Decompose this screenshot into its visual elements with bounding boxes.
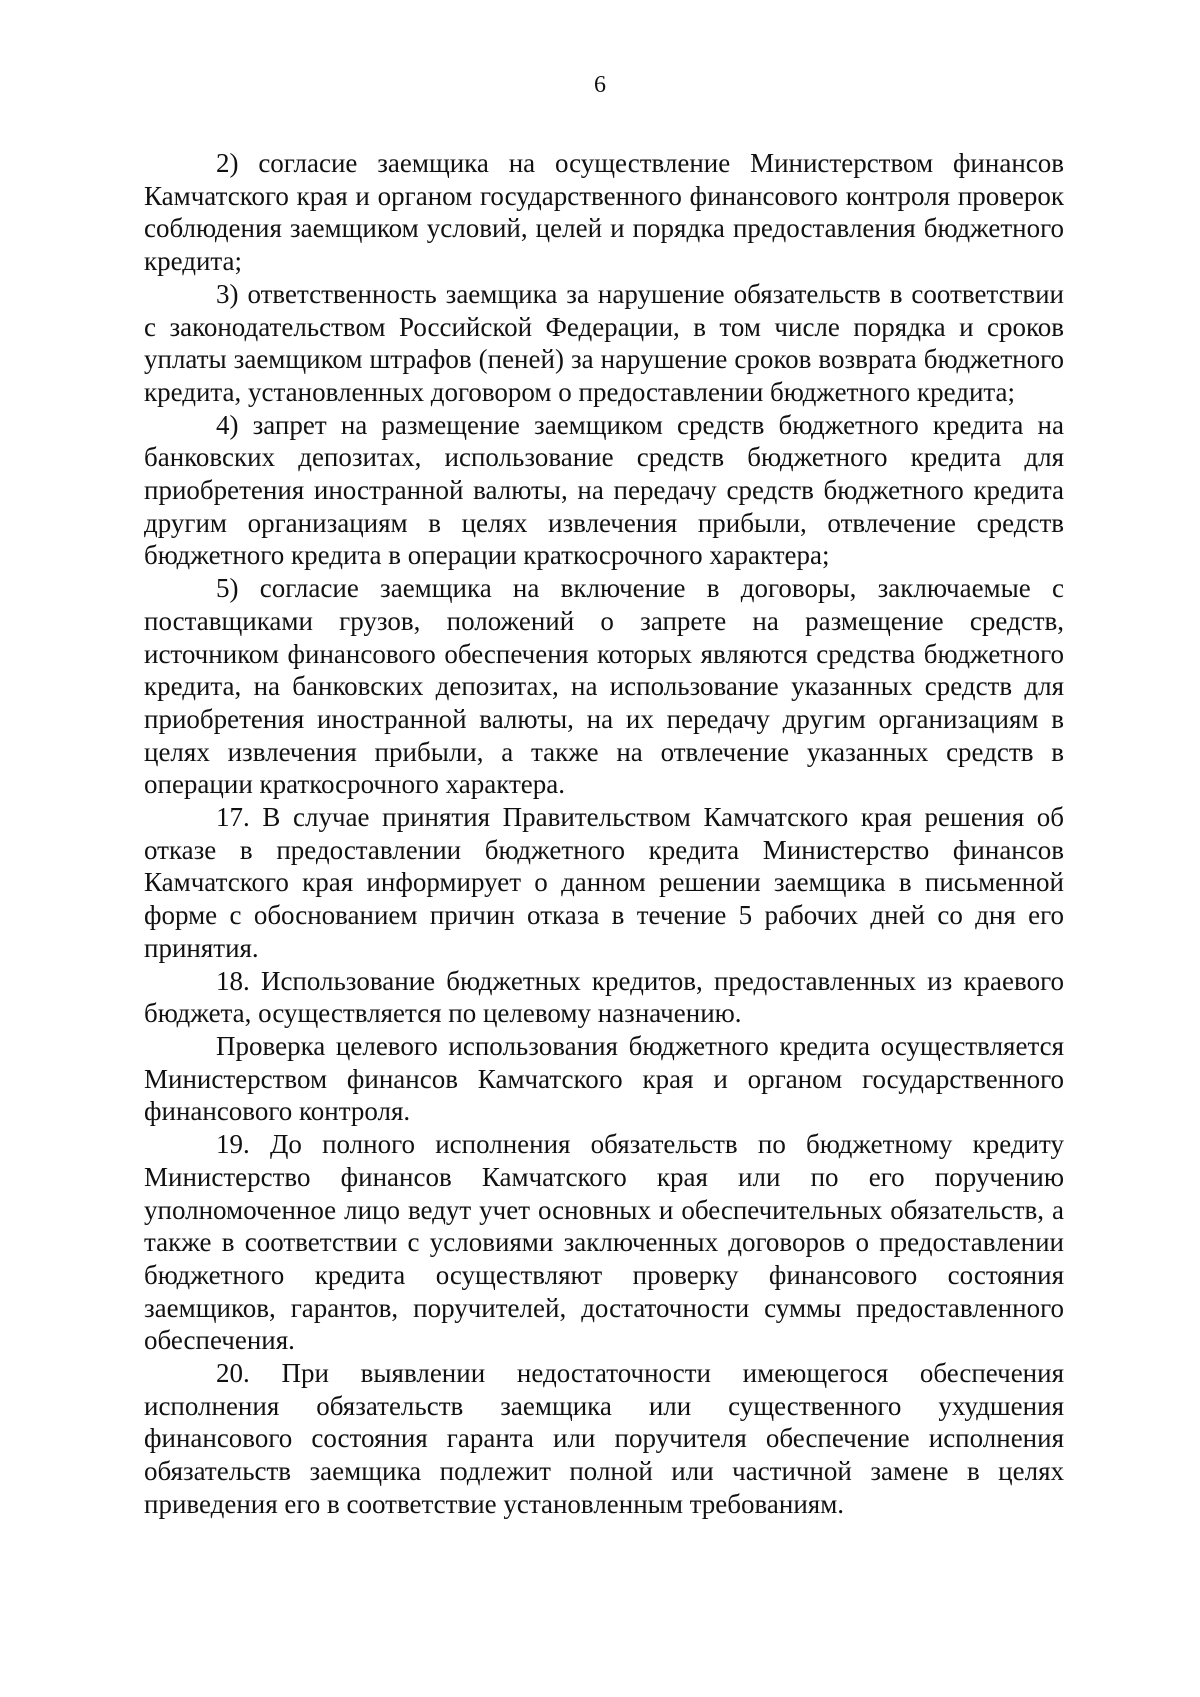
paragraph-19: 19. До полного исполнения обязательств по бюджетному кредиту Министерство финансов Камчатского края или по его поручению уполномоченное лицо ведут учет основных и обеспечительных обязательств, а также в соответствии с условиями заключенных договоров о предоставлении бюджетного кредита осуществляют проверку финансового состояния заемщиков, гарантов, поручителей, достаточности суммы предоставленного обеспечения. (144, 1129, 1064, 1356)
paragraph-17: 17. В случае принятия Правительством Камчатского края решения об отказе в предоставлении бюджетного кредита Министерство финансов Камчатского края информирует о данном решении заемщика в письменной форме с обоснованием причин отказа в течение 5 рабочих дней со дня его принятия. (144, 802, 1064, 963)
paragraph-item-5: 5) согласие заемщика на включение в договоры, заключаемые с поставщиками грузов, положений о запрете на размещение средств, источником финансового обеспечения которых являются средства бюджетного кредита, на банковских депозитах, на использование указанных средств для приобретения иностранной валюты, на их передачу другим организациям в целях извлечения прибыли, а также на отвлечение указанных средств в операции краткосрочного характера. (144, 573, 1064, 800)
paragraph-18-check: Проверка целевого использования бюджетного кредита осуществляется Министерством финансов Камчатского края и органом государственного финансового контроля. (144, 1030, 1064, 1127)
paragraph-item-4: 4) запрет на размещение заемщиком средств бюджетного кредита на банковских депозитах, использование средств бюджетного кредита для приобретения иностранной валюты, на передачу средств бюджетного кредита другим организациям в целях извлечения прибыли, отвлечение средств бюджетного кредита в операции краткосрочного характера; (144, 409, 1064, 571)
page-number: 6 (594, 72, 606, 98)
paragraph-item-2: 2) согласие заемщика на осуществление Министерством финансов Камчатского края и органом государственного финансового контроля проверок соблюдения заемщиком условий, целей и порядка предоставления бюджетного кредита; (144, 148, 1064, 277)
paragraph-20: 20. При выявлении недостаточности имеющегося обеспечения исполнения обязательств заемщика или существенного ухудшения финансового состояния гаранта или поручителя обеспечение исполнения обязательств заемщика подлежит полной или частичной замене в целях приведения его в соответствие установленным требованиям. (144, 1358, 1064, 1519)
paragraph-item-3: 3) ответственность заемщика за нарушение обязательств в соответствии с законодательством Российской Федерации, в том числе порядка и сроков уплаты заемщиком штрафов (пеней) за нарушение сроков возврата бюджетного кредита, установленных договором о предоставлении бюджетного кредита; (144, 278, 1064, 407)
document-body (144, 147, 1064, 1521)
paragraph-18: 18. Использование бюджетных кредитов, предоставленных из краевого бюджета, осуществляется по целевому назначению. (144, 965, 1064, 1029)
